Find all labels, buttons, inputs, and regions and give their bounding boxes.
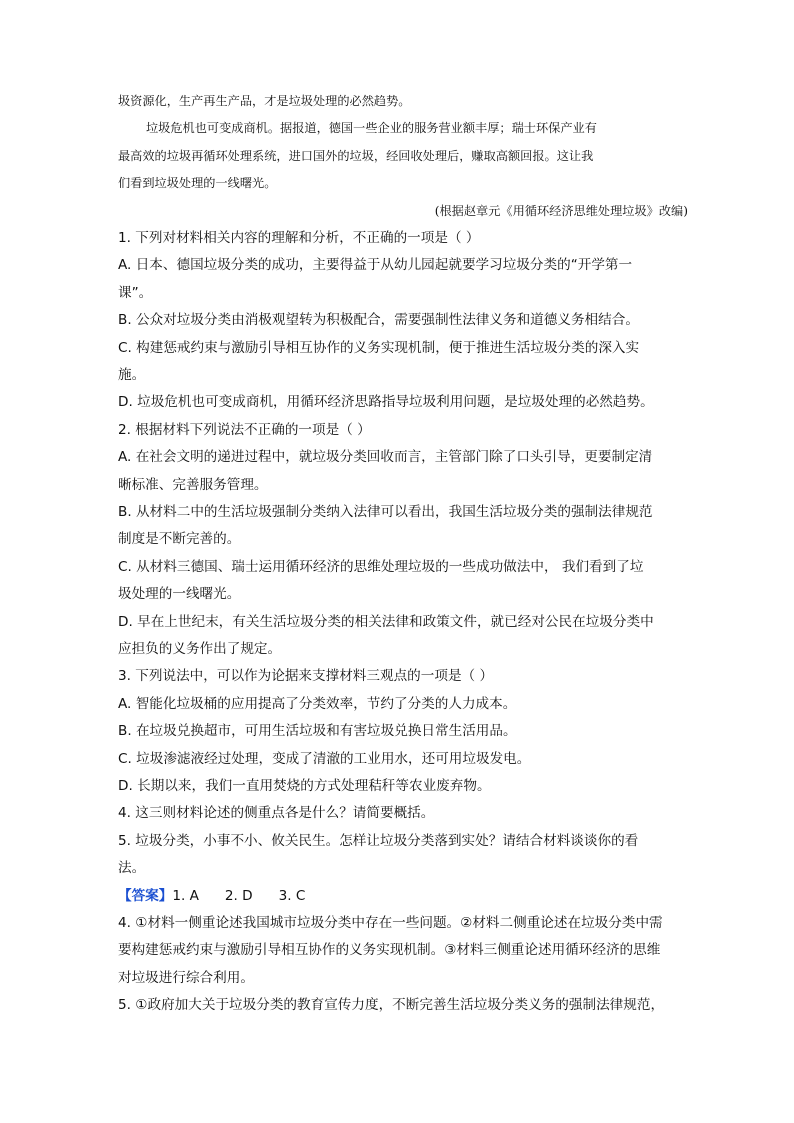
question-2-option-a: 晰标准、完善服务管理。 (118, 476, 268, 493)
answer-choices: 1. A 2. D 3. C (172, 887, 306, 904)
question-3-option-d: D. 长期以来，我们一直用焚烧的方式处理秸秆等农业废弃物。 (118, 778, 491, 794)
answer-4-line: 对垃圾进行综合利用。 (118, 969, 254, 986)
question-1-option-c: C. 构建惩戒约束与激励引导相互协作的义务实现机制，便于推进生活垃圾分类的深入实 (118, 339, 640, 356)
question-1-option-d: D. 垃圾危机也可变成商机，用循环经济思路指导垃圾利用问题，是垃圾处理的必然趋势。 (118, 394, 654, 411)
question-2-stem: 2. 根据材料下列说法不正确的一项是（ ） (118, 421, 371, 438)
question-2-option-d: 应担负的义务作出了规定。 (118, 641, 282, 657)
question-3-stem: 3. 下列说法中，可以作为论据来支撑材料三观点的一项是（ ） (118, 668, 494, 685)
answer-4-line: 要构建惩戒约束与激励引导相互协作的义务实现机制。③材料三侧重论述用循环经济的思维 (118, 942, 661, 959)
question-3-option-c: C. 垃圾渗滤液经过处理，变成了清澈的工业用水，还可用垃圾发电。 (118, 750, 531, 767)
question-2-option-d: D. 早在上世纪末，有关生活垃圾分类的相关法律和政策文件，就已经对公民在垃圾分类中 (118, 613, 654, 630)
question-2-option-b: B. 从材料二中的生活垃圾强制分类纳入法律可以看出，我国生活垃圾分类的强制法律规范 (118, 504, 653, 520)
question-1-option-c: 施。 (118, 367, 146, 383)
passage-line: 们看到垃圾处理的一线曙光。 (118, 176, 277, 191)
question-3-option-b: B. 在垃圾兑换超市，可用生活垃圾和有害垃圾兑换日常生活用品。 (118, 723, 517, 740)
answer-line (118, 887, 305, 905)
question-2-option-a: A. 在社会文明的递进过程中，就垃圾分类回收而言，主管部门除了口头引导，更要制定清 (118, 449, 653, 466)
passage-source: (根据赵章元《用循环经济思维处理垃圾》改编) (434, 203, 688, 218)
answer-tag: 【答案】 (118, 887, 173, 904)
question-2-option-c: C. 从材料三德国、瑞士运用循环经济的思维处理垃圾的一些成功做法中， 我们看到了垃 (118, 558, 644, 575)
question-1-option-a: A. 日本、德国垃圾分类的成功，主要得益于从幼儿园起就要学习垃圾分类的“开学第一 (118, 257, 633, 274)
question-1-option-a: 课”。 (118, 284, 153, 301)
question-5-stem: 法。 (118, 860, 146, 877)
question-4-stem: 4. 这三则材料论述的侧重点各是什么？请简要概括。 (118, 805, 435, 822)
answer-4-line: 4. ①材料一侧重论述我国城市垃圾分类中存在一些问题。②材料二侧重论述在垃圾分类中需 (118, 915, 663, 931)
passage-line: 垃圾危机也可变成商机。据报道，德国一些企业的服务营业额丰厚；瑞士环保产业有 (146, 121, 597, 136)
question-2-option-c: 圾处理的一线曙光。 (118, 586, 241, 603)
question-1-stem: 1. 下列对材料相关内容的理解和分析，不正确的一项是（ ） (118, 230, 480, 246)
passage-line: 最高效的垃圾再循环处理系统，进口国外的垃圾，经回收处理后，赚取高额回报。这让我 (118, 148, 594, 163)
answer-5-line: 5. ①政府加大关于垃圾分类的教育宣传力度，不断完善生活垃圾分类义务的强制法律规范， (118, 997, 665, 1014)
passage-line: 圾资源化，生产再生产品，才是垃圾处理的必然趋势。 (118, 94, 411, 108)
question-2-option-b: 制度是不断完善的。 (118, 531, 241, 548)
question-1-option-b: B. 公众对垃圾分类由消极观望转为积极配合，需要强制性法律义务和道德义务相结合。 (118, 312, 639, 329)
question-3-option-a: A. 智能化垃圾桶的应用提高了分类效率，节约了分类的人力成本。 (118, 695, 517, 712)
question-5-stem: 5. 垃圾分类，小事不小、攸关民生。怎样让垃圾分类落到实处？请结合材料谈谈你的看 (118, 832, 639, 849)
